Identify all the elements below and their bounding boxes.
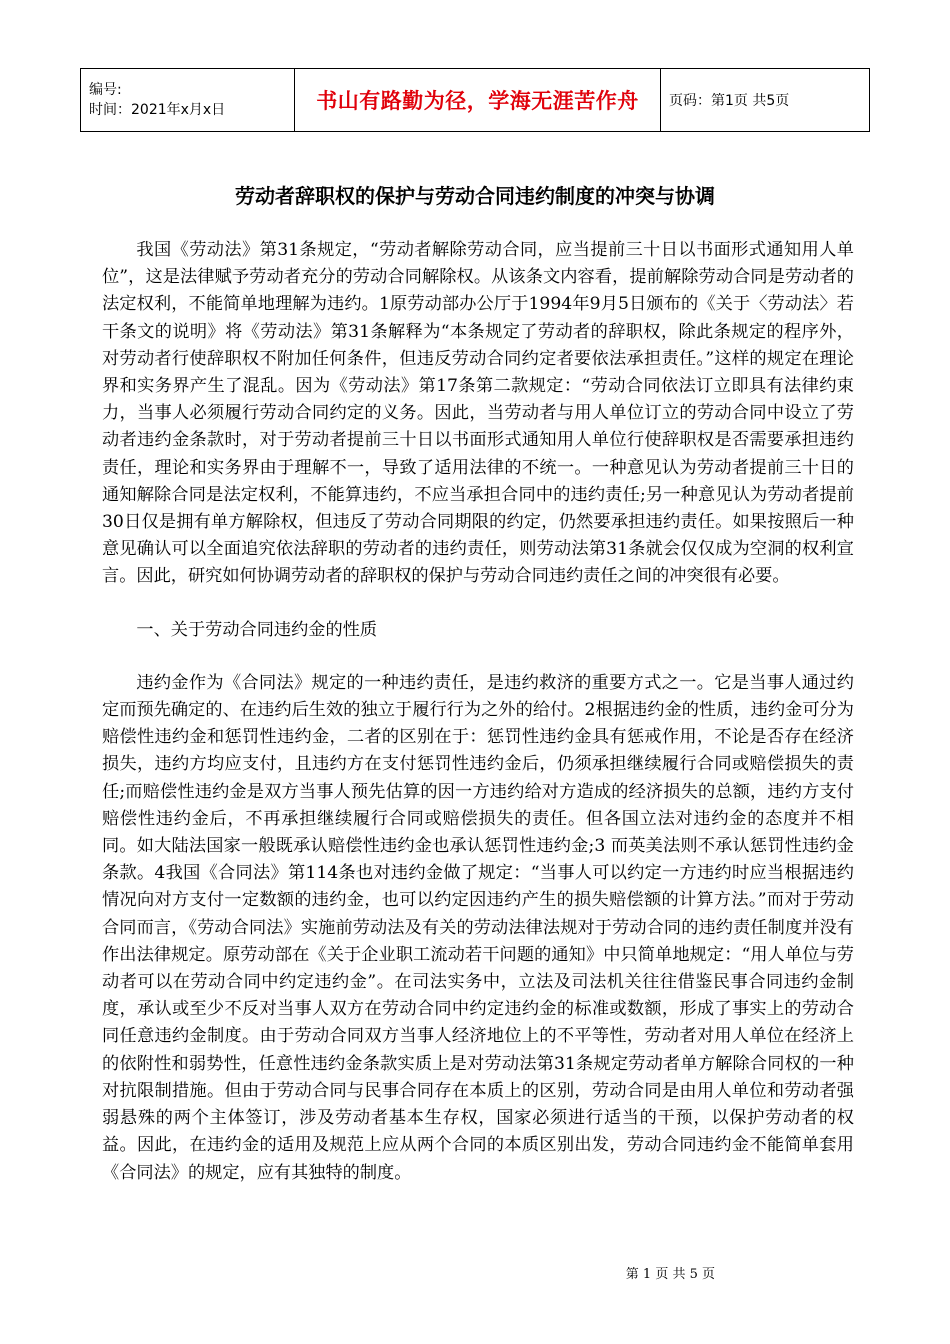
document-time-label: 时间：2021年x月x日 [89, 102, 226, 118]
document-title: 劳动者辞职权的保护与劳动合同违约制度的冲突与协调 [235, 184, 715, 208]
document-number-label: 编号: [89, 82, 122, 98]
document-header [80, 68, 870, 132]
section-heading-1: 一、关于劳动合同违约金的性质 [136, 619, 378, 640]
page-footer: 第 1 页 共 5 页 [625, 1267, 715, 1282]
header-motto: 书山有路勤为径，学海无涯苦作舟 [295, 69, 661, 132]
document-body [102, 237, 854, 1187]
header-left-cell [81, 69, 295, 132]
header-page-info: 页码：第1页 共5页 [661, 69, 870, 132]
paragraph-1: 我国《劳动法》第31条规定，“劳动者解除劳动合同，应当提前三十日以书面形式通知用人单位”，这是法律赋予劳动者充分的劳动合同解除权。从该条文内容看，提前解除劳动合同是劳动者的法定权利，不能简单地理解为违约。1原劳动部办公厅于1994年9月5日颁布的《关于〈劳动法〉若干条文的说明》将《劳动法》第31条解释为“本条规定了劳动者的辞职权，除此条规定的程序外，对劳动者行使辞职权不附加任何条件，但违反劳动合同约定者要依法承担责任。”这样的规定在理论界和实务界产生了混乱。因为《劳动法》第17条第二款规定：“劳动合同依法订立即具有法律约束力，当事人必须履行劳动合同约定的义务。因此，当劳动者与用人单位订立的劳动合同中设立了劳动者违约金条款时，对于劳动者提前三十日以书面形式通知用人单位行使辞职权是否需要承担违约责任，理论和实务界由于理解不一，导致了适用法律的不统一。一种意见认为劳动者提前三十日的通知解除合同是法定权利，不能算违约，不应当承担合同中的违约责任;另一种意见认为劳动者提前30日仅是拥有单方解除权，但违反了劳动合同期限的约定，仍然要承担违约责任。如果按照后一种意见确认可以全面追究依法辞职的劳动者的违约责任，则劳动法第31条就会仅仅成为空洞的权利宣言。因此，研究如何协调劳动者的辞职权的保护与劳动合同违约责任之间的冲突很有必要。 [102, 240, 854, 587]
paragraph-2: 违约金作为《合同法》规定的一种违约责任，是违约救济的重要方式之一。它是当事人通过约定而预先确定的、在违约后生效的独立于履行行为之外的给付。2根据违约金的性质，违约金可分为赔偿性违约金和惩罚性违约金，二者的区别在于：惩罚性违约金具有惩戒作用，不论是否存在经济损失，违约方均应支付，且违约方在支付惩罚性违约金后，仍须承担继续履行合同或赔偿损失的责任;而赔偿性违约金是双方当事人预先估算的因一方违约给对方造成的经济损失的总额，违约方支付赔偿性违约金后，不再承担继续履行合同或赔偿损失的责任。但各国立法对违约金的态度并不相同。如大陆法国家一般既承认赔偿性违约金也承认惩罚性违约金;3 而英美法则不承认惩罚性违约金条款。4我国《合同法》第114条也对违约金做了规定：“当事人可以约定一方违约时应当根据违约情况向对方支付一定数额的违约金，也可以约定因违约产生的损失赔偿额的计算方法。”而对于劳动合同而言，《劳动合同法》实施前劳动法及有关的劳动法律法规对于劳动合同的违约责任制度并没有作出法律规定。原劳动部在《关于企业职工流动若干问题的通知》中只简单地规定：“用人单位与劳动者可以在劳动合同中约定违约金”。在司法实务中，立法及司法机关往往借鉴民事合同违约金制度，承认或至少不反对当事人双方在劳动合同中约定违约金的标准或数额，形成了事实上的劳动合同任意违约金制度。由于劳动合同双方当事人经济地位上的不平等性，劳动者对用人单位在经济上的依附性和弱势性，任意性违约金条款实质上是对劳动法第31条规定劳动者单方解除合同权的一种对抗限制措施。但由于劳动合同与民事合同存在本质上的区别，劳动合同是由用人单位和劳动者强弱悬殊的两个主体签订，涉及劳动者基本生存权，国家必须进行适当的干预，以保护劳动者的权益。因此，在违约金的适用及规范上应从两个合同的本质区别出发，劳动合同违约金不能简单套用《合同法》的规定，应有其独特的制度。 [102, 672, 854, 1183]
